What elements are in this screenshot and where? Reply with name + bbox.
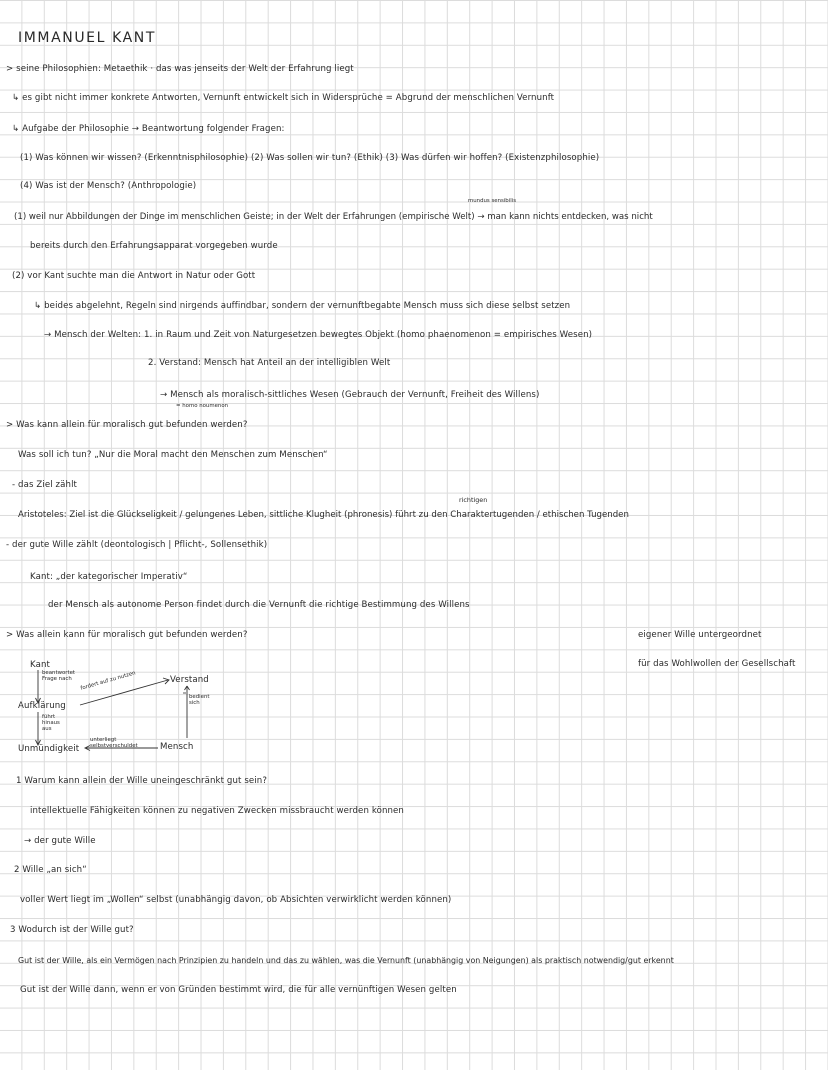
note-line: → der gute Wille — [24, 836, 96, 846]
diagram-label: unterliegt selbstverschuldet — [90, 737, 138, 749]
note-line: Aristoteles: Ziel ist die Glückseligkeit / gelungenes Leben, sittliche Klugheit (phronesis) führt zu den Charaktertugenden / ethischen Tugenden — [18, 510, 629, 520]
note-line: (1) weil nur Abbildungen der Dinge im menschlichen Geiste; in der Welt der Erfahrungen (empirische Welt) → man kann nichts entdecken, was nicht — [14, 212, 653, 222]
note-line: (1) Was können wir wissen? (Erkenntnisphilosophie) (2) Was sollen wir tun? (Ethik) (3) Was dürfen wir hoffen? (Existenzphilosophie) — [20, 153, 600, 163]
note-line: Was soll ich tun? „Nur die Moral macht den Menschen zum Menschen“ — [18, 450, 328, 460]
note-line: Gut ist der Wille dann, wenn er von Gründen bestimmt wird, die für alle vernünftigen Wesen gelten — [20, 985, 457, 995]
note-line: (2) vor Kant suchte man die Antwort in Natur oder Gott — [12, 271, 256, 281]
annotation: = homo noumenon — [176, 403, 229, 409]
note-line: voller Wert liegt im „Wollen“ selbst (unabhängig davon, ob Absichten verwirklicht werden können) — [20, 895, 452, 905]
diagram-node-aufklaerung: Aufklärung — [18, 701, 66, 711]
diagram-label: beantwortet Frage nach — [42, 670, 76, 682]
note-line: der Mensch als autonome Person findet durch die Vernunft die richtige Bestimmung des Willens — [48, 600, 470, 610]
annotation: richtigen — [459, 496, 488, 504]
note-line: bereits durch den Erfahrungsapparat vorgegeben wurde — [30, 241, 278, 251]
section-heading: > Was kann allein für moralisch gut befunden werden? — [6, 420, 248, 430]
note-line: - der gute Wille zählt (deontologisch | Pflicht-, Sollensethik) — [6, 540, 268, 550]
note-line: - das Ziel zählt — [12, 480, 78, 490]
section-heading: > Was allein kann für moralisch gut befunden werden? — [6, 630, 248, 640]
note-line: ↳ beides abgelehnt, Regeln sind nirgends auffindbar, sondern der vernunftbegabte Mensch muss sich diese selbst setzen — [34, 301, 571, 311]
diagram-node-mensch: Mensch — [160, 742, 194, 752]
note-line: Kant: „der kategorischer Imperativ“ — [30, 572, 188, 582]
diagram-node-kant: Kant — [30, 660, 50, 670]
annotation: mundus sensibilis — [468, 198, 517, 204]
note-line: ↳ es gibt nicht immer konkrete Antworten, Vernunft entwickelt sich in Widersprüche = Abgrund der menschlichen Vernunft — [12, 93, 555, 103]
note-line: (4) Was ist der Mensch? (Anthropologie) — [20, 181, 197, 191]
note-line: → Mensch der Welten: 1. in Raum und Zeit von Naturgesetzen bewegtes Objekt (homo phaenomenon = empirisches Wesen) — [44, 330, 593, 340]
note-line: > seine Philosophien: Metaethik · das was jenseits der Welt der Erfahrung liegt — [6, 64, 354, 74]
diagram-label: führt hinaus aus — [42, 714, 60, 732]
side-note: für das Wohlwollen der Gesellschaft — [638, 659, 796, 669]
diagram-node-verstand: Verstand — [170, 675, 209, 685]
question-heading: 1 Warum kann allein der Wille uneingeschränkt gut sein? — [16, 776, 267, 786]
note-line: 2. Verstand: Mensch hat Anteil an der intelligiblen Welt — [148, 358, 391, 368]
side-note: eigener Wille untergeordnet — [638, 630, 762, 640]
question-heading: 3 Wodurch ist der Wille gut? — [10, 925, 134, 935]
diagram-label: bedient sich — [189, 694, 210, 706]
note-line: ↳ Aufgabe der Philosophie → Beantwortung folgender Fragen: — [12, 124, 285, 134]
note-line: Gut ist der Wille, als ein Vermögen nach Prinzipien zu handeln und das zu wählen, was die Vernunft (unabhängig von Neigungen) als praktisch notwendig/gut erkennt — [18, 956, 674, 965]
question-heading: 2 Wille „an sich“ — [14, 865, 87, 875]
note-line: intellektuelle Fähigkeiten können zu negativen Zwecken missbraucht werden können — [30, 806, 404, 816]
note-line: → Mensch als moralisch-sittliches Wesen (Gebrauch der Vernunft, Freiheit des Willens) — [160, 390, 540, 400]
diagram-node-unmuendigkeit: Unmündigkeit — [18, 744, 80, 754]
page-title: IMMANUEL KANT — [18, 30, 157, 46]
diagram-label: fordert auf zu nutzen — [80, 670, 137, 692]
